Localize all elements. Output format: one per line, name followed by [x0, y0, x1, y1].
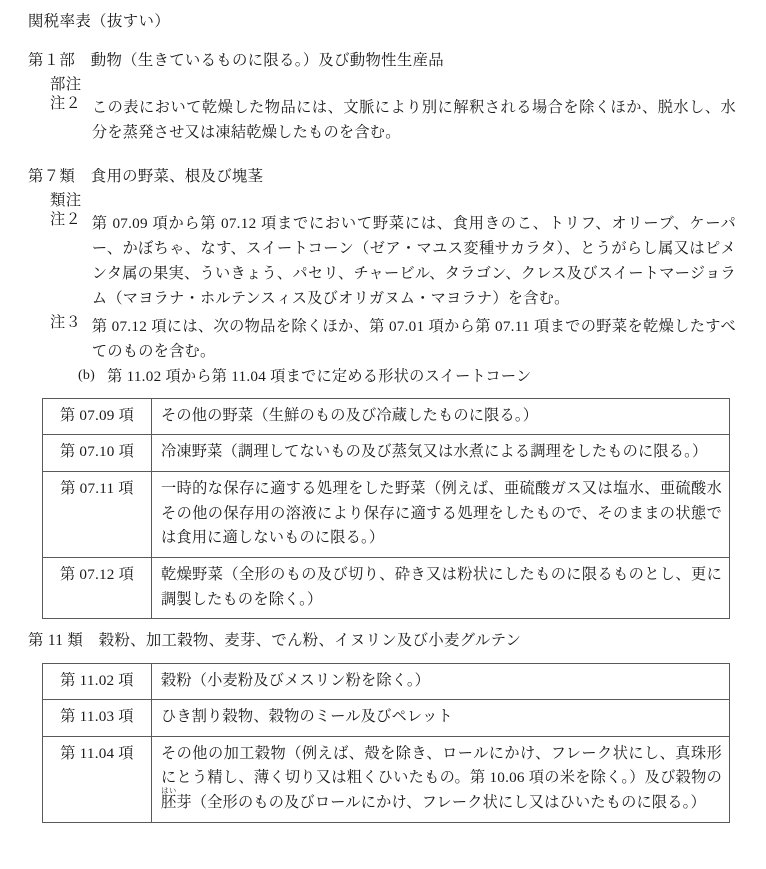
- chapter7-subitem-b: [0, 369, 766, 384]
- ruby-text: はい: [161, 787, 177, 796]
- part1-heading: 第１部 動物（生きているものに限る。）及び動物性生産品: [28, 52, 444, 70]
- ruby-annotation: [161, 787, 177, 812]
- sub-item-label: (b): [78, 367, 96, 383]
- chapter11-tariff-table: [42, 663, 730, 823]
- table-row: [43, 557, 730, 618]
- tariff-description: その他の野菜（生鮮のもの及び冷蔵したものに限る。）: [152, 398, 730, 435]
- sub-item-text: 第 11.02 項から第 11.04 項までに定める形状のスイートコーン: [107, 367, 532, 385]
- part1-note-2: [0, 96, 766, 145]
- table-row: [43, 700, 730, 737]
- chapter7-tariff-table: [42, 398, 730, 619]
- page-title: 関税率表（抜すい）: [28, 13, 171, 30]
- tariff-code: 第 11.02 項: [43, 663, 152, 700]
- table-row: [43, 736, 730, 822]
- table-row: [43, 472, 730, 558]
- tariff-description: 乾燥野菜（全形のもの及び切り、砕き又は粉状にしたものに限るものとし、更に調製したものを除く。）: [152, 557, 730, 618]
- table-row: [43, 435, 730, 472]
- chapter7-note-3: [0, 315, 766, 364]
- note-label: 注２: [50, 211, 81, 229]
- tariff-description: 一時的な保存に適する処理をした野菜（例えば、亜硫酸ガス又は塩水、亜硫酸水その他の保存用の溶液により保存に適する処理をしたもので、そのままの状態では食用に適しないものに限る。）: [152, 472, 730, 558]
- tariff-code: 第 07.09 項: [43, 398, 152, 435]
- chapter7-heading: 第７類 食用の野菜、根及び塊茎: [28, 168, 264, 186]
- tariff-description: ひき割り穀物、穀物のミール及びペレット: [152, 700, 730, 737]
- tariff-description: 穀粉（小麦粉及びメスリン粉を除く。）: [152, 663, 730, 700]
- note-text: 第 07.12 項には、次の物品を除くほか、第 07.01 項から第 07.11 項までの野菜を乾燥したすべてのものを含む。: [91, 318, 736, 360]
- tariff-code: 第 07.11 項: [43, 472, 152, 558]
- chapter7-notes-heading: 類注: [50, 191, 82, 209]
- tariff-code: 第 11.03 項: [43, 700, 152, 737]
- tariff-description-part1: その他の加工穀物（例えば、殻を除き、ロールにかけ、フレーク状にし、真珠形にとう精し、薄く切り又は粗くひいたもの。第 10.06 項の米を除く。）及び穀物の: [161, 744, 722, 787]
- tariff-description: 冷凍野菜（調理してないもの及び蒸気又は水煮による調理をしたものに限る。）: [152, 435, 730, 472]
- tariff-code: 第 07.10 項: [43, 435, 152, 472]
- note-text: この表において乾燥した物品には、文脈により別に解釈される場合を除くほか、脱水し、水分を蒸発させ又は凍結乾燥したものを含む。: [91, 99, 736, 141]
- part1-notes-heading: 部注: [50, 75, 82, 93]
- ruby-base: 胚: [161, 794, 177, 812]
- chapter7-note-2: [0, 212, 766, 311]
- chapter11-heading: 第 11 類 穀粉、加工穀物、麦芽、でん粉、イヌリン及び小麦グルテン: [28, 632, 522, 650]
- note-label: 注２: [50, 95, 81, 113]
- tariff-description-part2: 芽（全形のもの及びロールにかけ、フレーク状にし又はひいたものに限る。）: [176, 794, 706, 812]
- note-label: 注３: [50, 314, 81, 332]
- tariff-code: 第 07.12 項: [43, 557, 152, 618]
- note-text: 第 07.09 項から第 07.12 項までにおいて野菜には、食用きのこ、トリフ、オリーブ、ケーパー、かぼちゃ、なす、スイートコーン（ゼア・マユス変種サカラタ）、とうがらし属又はピメンタ属の果実、ういきょう、パセリ、チャービル、タラゴン、クレス及びスイートマージョラム（マヨラナ・ホルテンスィス及びオリガヌム・マヨラナ）を含む。: [91, 215, 736, 307]
- tariff-code: 第 11.04 項: [43, 736, 152, 822]
- tariff-description-ruby: [152, 736, 730, 822]
- table-row: [43, 398, 730, 435]
- table-row: [43, 663, 730, 700]
